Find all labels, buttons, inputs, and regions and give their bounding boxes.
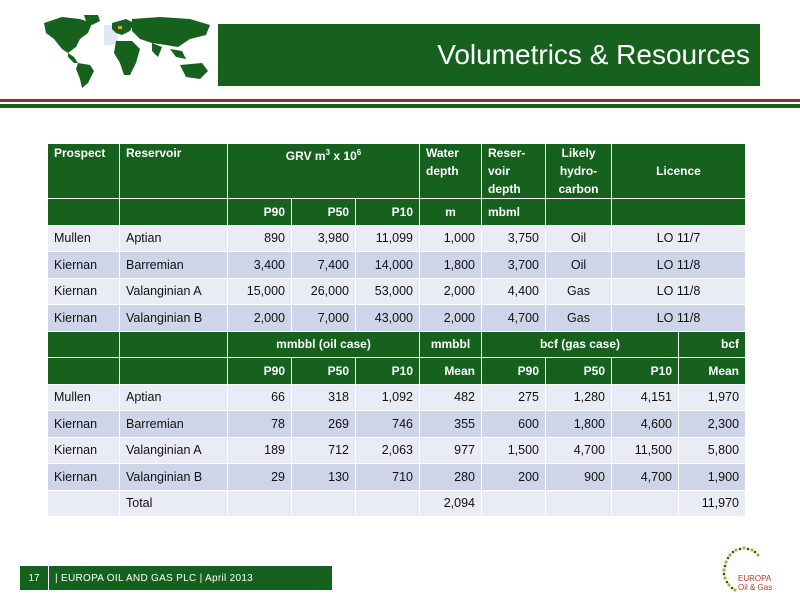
cell-reservoir-depth: 4,400 [482, 278, 546, 305]
slide-title: Volumetrics & Resources [437, 39, 750, 70]
table1-subheader-row [48, 199, 746, 226]
subheader-mean: Mean [420, 358, 482, 385]
cell-prospect: Kiernan [48, 305, 120, 332]
cell-grv-p90: 15,000 [228, 278, 292, 305]
cell-prospect: Mullen [48, 384, 120, 411]
slide-title-bar [218, 24, 760, 86]
cell-grv-p50: 26,000 [292, 278, 356, 305]
cell-gas-mean: 2,300 [679, 411, 746, 438]
header-hc-line3: carbon [558, 182, 599, 196]
footer-text: | EUROPA OIL AND GAS PLC | April 2013 [55, 572, 254, 584]
table1-header-row [48, 144, 746, 199]
cell-water-depth: 2,000 [420, 278, 482, 305]
cell-gas-p90: 200 [482, 464, 546, 491]
cell-gas-p90: 1,500 [482, 437, 546, 464]
cell-reservoir: Valanginian B [120, 305, 228, 332]
cell-total-empty [356, 490, 420, 517]
group-header-empty [48, 331, 120, 358]
cell-gas-p90: 600 [482, 411, 546, 438]
cell-oil-p10: 746 [356, 411, 420, 438]
header-water-depth [420, 144, 482, 199]
subheader-mean: Mean [679, 358, 746, 385]
cell-hydrocarbon: Oil [546, 252, 612, 279]
cell-reservoir: Valanginian B [120, 464, 228, 491]
header-grv-sup2: 6 [356, 148, 362, 157]
cell-licence: LO 11/8 [612, 252, 746, 279]
cell-hydrocarbon: Oil [546, 225, 612, 252]
world-map-image [40, 13, 218, 89]
subheader-mbml: mbml [482, 199, 546, 226]
header-hc-line1: Likely [561, 146, 596, 160]
logo-line2: Oil & Gas [738, 583, 773, 592]
cell-total-gas-mean: 11,970 [679, 490, 746, 517]
cell-hydrocarbon: Gas [546, 305, 612, 332]
logo-text [738, 574, 772, 592]
cell-prospect: Kiernan [48, 464, 120, 491]
table-row [48, 278, 746, 305]
header-water-line1: Water [426, 146, 459, 160]
cell-reservoir-depth: 4,700 [482, 305, 546, 332]
cell-oil-p50: 269 [292, 411, 356, 438]
cell-licence: LO 11/7 [612, 225, 746, 252]
cell-gas-mean: 1,900 [679, 464, 746, 491]
header-hc-line2: hydro- [559, 164, 598, 178]
subheader-p10: P10 [612, 358, 679, 385]
cell-oil-mean: 977 [420, 437, 482, 464]
header-grv [228, 144, 420, 199]
group-header-empty [120, 331, 228, 358]
table2-group-header-row [48, 331, 746, 358]
cell-oil-p90: 189 [228, 437, 292, 464]
cell-reservoir-depth: 3,750 [482, 225, 546, 252]
cell-water-depth: 2,000 [420, 305, 482, 332]
page-number: 17 [28, 572, 40, 584]
table-row [48, 411, 746, 438]
cell-reservoir: Valanginian A [120, 278, 228, 305]
cell-grv-p10: 43,000 [356, 305, 420, 332]
cell-reservoir: Aptian [120, 225, 228, 252]
cell-oil-mean: 482 [420, 384, 482, 411]
cell-grv-p50: 7,400 [292, 252, 356, 279]
cell-reservoir: Valanginian A [120, 437, 228, 464]
total-row [48, 490, 746, 517]
cell-total-empty [546, 490, 612, 517]
subheader-p50: P50 [292, 358, 356, 385]
cell-reservoir: Barremian [120, 411, 228, 438]
footer-bar [20, 566, 332, 590]
subheader-cell [120, 199, 228, 226]
cell-oil-p10: 2,063 [356, 437, 420, 464]
group-header-bcf: bcf [679, 331, 746, 358]
cell-reservoir: Barremian [120, 252, 228, 279]
subheader-cell [48, 199, 120, 226]
table-row [48, 305, 746, 332]
table-row [48, 437, 746, 464]
group-header-bcf-gas: bcf (gas case) [482, 331, 679, 358]
cell-hydrocarbon: Gas [546, 278, 612, 305]
group-header-mmbbl: mmbbl [420, 331, 482, 358]
subheader-cell [48, 358, 120, 385]
group-header-mmbbl-oil: mmbbl (oil case) [228, 331, 420, 358]
cell-gas-p10: 4,151 [612, 384, 679, 411]
cell-oil-p50: 712 [292, 437, 356, 464]
cell-grv-p10: 14,000 [356, 252, 420, 279]
table2-subheader-row [48, 358, 746, 385]
subheader-p50: P50 [546, 358, 612, 385]
cell-grv-p50: 7,000 [292, 305, 356, 332]
cell-oil-p50: 130 [292, 464, 356, 491]
cell-gas-p10: 4,600 [612, 411, 679, 438]
table-row [48, 252, 746, 279]
header-grv-prefix: GRV m [285, 149, 326, 163]
header-prospect: Prospect [48, 144, 120, 199]
cell-gas-p50: 1,800 [546, 411, 612, 438]
table-row [48, 384, 746, 411]
cell-gas-mean: 1,970 [679, 384, 746, 411]
cell-oil-p90: 66 [228, 384, 292, 411]
cell-grv-p90: 890 [228, 225, 292, 252]
header-water-line2: depth [426, 164, 459, 178]
cell-gas-p10: 4,700 [612, 464, 679, 491]
cell-total-empty [228, 490, 292, 517]
green-divider-stripe [0, 104, 800, 108]
cell-grv-p10: 11,099 [356, 225, 420, 252]
cell-total-empty [292, 490, 356, 517]
cell-grv-p90: 2,000 [228, 305, 292, 332]
cell-prospect: Kiernan [48, 252, 120, 279]
header-res-line1: Reser- [488, 146, 526, 160]
subheader-p50: P50 [292, 199, 356, 226]
subheader-cell [612, 199, 746, 226]
header-likely-hydrocarbon [546, 144, 612, 199]
header-licence: Licence [612, 144, 746, 199]
header-res-line2: voir [488, 164, 511, 178]
subheader-p90: P90 [228, 199, 292, 226]
cell-gas-mean: 5,800 [679, 437, 746, 464]
cell-gas-p50: 900 [546, 464, 612, 491]
subheader-p90: P90 [228, 358, 292, 385]
header-grv-sup1: 3 [325, 148, 331, 157]
header-grv-mid: x 10 [330, 149, 357, 163]
table-row [48, 464, 746, 491]
subheader-cell [546, 199, 612, 226]
cell-gas-p50: 4,700 [546, 437, 612, 464]
cell-prospect: Kiernan [48, 411, 120, 438]
header-res-line3: depth [488, 182, 521, 196]
cell-reservoir: Aptian [120, 384, 228, 411]
cell-grv-p50: 3,980 [292, 225, 356, 252]
cell-reservoir-depth: 3,700 [482, 252, 546, 279]
cell-total-empty [612, 490, 679, 517]
cell-water-depth: 1,000 [420, 225, 482, 252]
cell-water-depth: 1,800 [420, 252, 482, 279]
cell-prospect: Kiernan [48, 278, 120, 305]
cell-grv-p90: 3,400 [228, 252, 292, 279]
cell-oil-p90: 78 [228, 411, 292, 438]
cell-total-empty [48, 490, 120, 517]
cell-oil-p10: 1,092 [356, 384, 420, 411]
cell-gas-p90: 275 [482, 384, 546, 411]
volumetrics-table [47, 143, 746, 517]
header-reservoir: Reservoir [120, 144, 228, 199]
subheader-p90: P90 [482, 358, 546, 385]
cell-total-empty [482, 490, 546, 517]
subheader-p10: P10 [356, 358, 420, 385]
cell-licence: LO 11/8 [612, 305, 746, 332]
cell-total-label: Total [120, 490, 228, 517]
subheader-m: m [420, 199, 482, 226]
subheader-p10: P10 [356, 199, 420, 226]
cell-licence: LO 11/8 [612, 278, 746, 305]
cell-gas-p50: 1,280 [546, 384, 612, 411]
cell-oil-p50: 318 [292, 384, 356, 411]
cell-oil-mean: 355 [420, 411, 482, 438]
cell-grv-p10: 53,000 [356, 278, 420, 305]
header-reservoir-depth [482, 144, 546, 199]
cell-oil-p10: 710 [356, 464, 420, 491]
cell-prospect: Mullen [48, 225, 120, 252]
cell-oil-mean: 280 [420, 464, 482, 491]
cell-total-oil-mean: 2,094 [420, 490, 482, 517]
subheader-cell [120, 358, 228, 385]
logo-line1: EUROPA [738, 574, 772, 583]
cell-oil-p90: 29 [228, 464, 292, 491]
table-row [48, 225, 746, 252]
cell-prospect: Kiernan [48, 437, 120, 464]
cell-gas-p10: 11,500 [612, 437, 679, 464]
